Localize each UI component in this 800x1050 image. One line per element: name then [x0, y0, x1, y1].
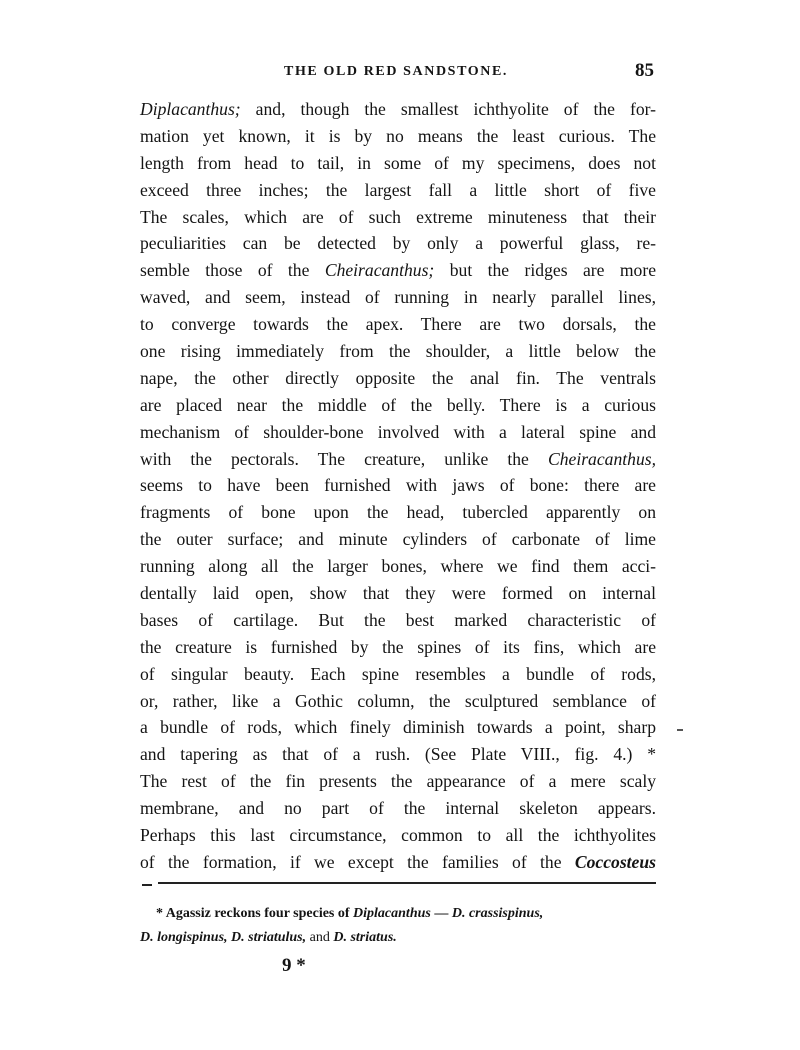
text-line: the outer surface; and minute cylinders of carbonate of lime: [140, 529, 656, 550]
footnote: [140, 902, 656, 950]
footnote-line-2: D. longispinus, D. striatulus, and D. striatus.: [140, 930, 397, 945]
text-line: nape, the other directly opposite the anal fin. The ventrals: [140, 367, 656, 388]
page-number: 85: [635, 60, 654, 81]
text-line: Perhaps this last circumstance, common to all the ichthyolites: [140, 825, 656, 846]
body-text: [140, 96, 656, 876]
text-line: Diplacanthus; and, though the smallest ichthyolite of the for-: [140, 99, 656, 119]
text-line: waved, and seem, instead of running in nearly parallel lines,: [140, 287, 656, 308]
signature-mark: 9 *: [282, 955, 306, 976]
text-line: one rising immediately from the shoulder, a little below the: [140, 341, 656, 362]
text-line: semble those of the Cheiracanthus; but the ridges are more: [140, 260, 657, 281]
text-line: mation yet known, it is by no means the least curious. The: [140, 125, 656, 146]
text-line: the creature is furnished by the spines of its fins, which are: [140, 636, 656, 657]
running-title: THE OLD RED SANDSTONE.: [284, 64, 508, 79]
running-head: [140, 62, 656, 88]
text-line: dentally laid open, show that they were formed on internal: [140, 583, 656, 604]
text-line: to converge towards the apex. There are two dorsals, the: [140, 314, 656, 335]
text-line: membrane, and no part of the internal skeleton appears.: [140, 798, 656, 819]
text-line: a bundle of rods, which finely diminish towards a point, sharp: [140, 717, 656, 738]
text-line: or, rather, like a Gothic column, the sculptured semblance of: [140, 690, 656, 711]
margin-mark: [677, 729, 683, 731]
footnote-line-1: * Agassiz reckons four species of Diplacanthus — D. crassispinus,: [156, 906, 544, 921]
text-line: peculiarities can be detected by only a powerful glass, re-: [140, 233, 656, 254]
text-line: mechanism of shoulder-bone involved with a lateral spine and: [140, 421, 656, 442]
text-line: exceed three inches; the largest fall a little short of five: [140, 179, 656, 200]
footnote-rule: [140, 878, 656, 888]
text-line: The scales, which are of such extreme minuteness that their: [140, 206, 656, 227]
text-line: of the formation, if we except the families of the Coccosteus: [140, 851, 656, 872]
text-line: with the pectorals. The creature, unlike the Cheiracanthus,: [140, 448, 656, 469]
text-line: bases of cartilage. But the best marked characteristic of: [140, 609, 656, 630]
text-line: fragments of bone upon the head, tubercled apparently on: [140, 502, 656, 523]
rule-line: [158, 882, 656, 884]
text-line: are placed near the middle of the belly. There is a curious: [140, 394, 656, 415]
text-line: length from head to tail, in some of my specimens, does not: [140, 152, 656, 173]
text-line: and tapering as that of a rush. (See Plate VIII., fig. 4.) *: [140, 744, 656, 765]
text-line: The rest of the fin presents the appearance of a mere scaly: [140, 771, 656, 792]
text-line: running along all the larger bones, where we find them acci-: [140, 556, 656, 577]
text-line: seems to have been furnished with jaws of bone: there are: [140, 475, 656, 496]
rule-tick: [142, 884, 152, 886]
text-line: of singular beauty. Each spine resembles a bundle of rods,: [140, 663, 656, 684]
